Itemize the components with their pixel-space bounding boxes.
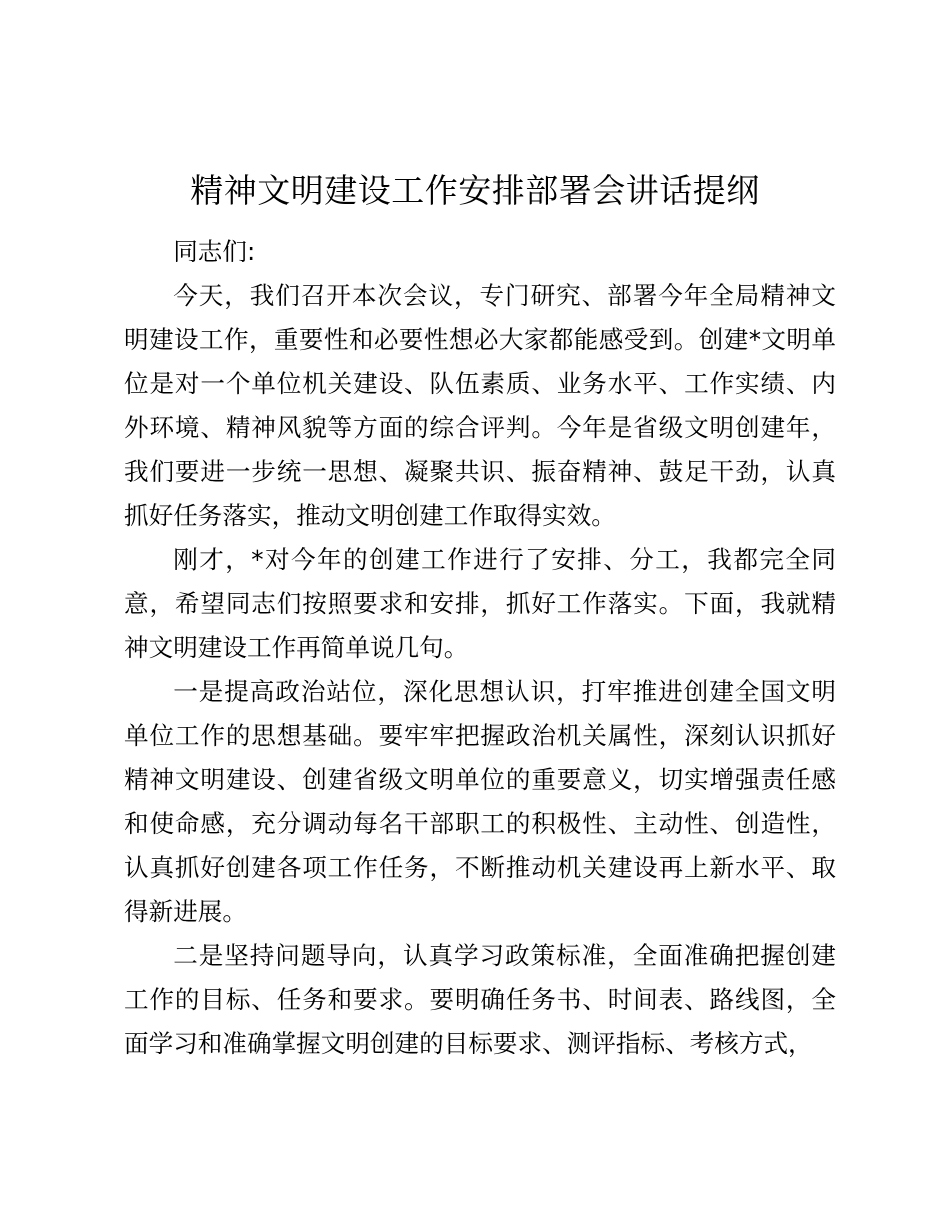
paragraph-point-two: 二是坚持问题导向，认真学习政策标准，全面准确把握创建工作的目标、任务和要求。要明确任务书、时间表、路线图，全面学习和准确掌握文明创建的目标要求、测评指标、考核方式，	[124, 941, 836, 1058]
salutation: 同志们:	[173, 237, 256, 266]
paragraph-intro: 今天，我们召开本次会议，专门研究、部署今年全局精神文明建设工作，重要性和必要性想必大家都能感受到。创建*文明单位是对一个单位机关建设、队伍素质、业务水平、工作实绩、内外环境、精神风貌等方面的综合评判。今年是省级文明创建年，我们要进一步统一思想、凝聚共识、振奋精神、鼓足干劲，认真抓好任务落实，推动文明创建工作取得实效。	[124, 281, 836, 530]
document-body	[124, 230, 836, 1066]
paragraph-point-one: 一是提高政治站位，深化思想认识，打牢推进创建全国文明单位工作的思想基础。要牢牢把握政治机关属性，深刻认识抓好精神文明建设、创建省级文明单位的重要意义，切实增强责任感和使命感，充分调动每名干部职工的积极性、主动性、创造性，认真抓好创建各项工作任务，不断推动机关建设再上新水平、取得新进展。	[124, 677, 836, 926]
paragraph-arrangement: 刚才，*对今年的创建工作进行了安排、分工，我都完全同意，希望同志们按照要求和安排，抓好工作落实。下面，我就精神文明建设工作再简单说几句。	[124, 545, 836, 662]
document-title: 精神文明建设工作安排部署会讲话提纲	[190, 171, 760, 210]
